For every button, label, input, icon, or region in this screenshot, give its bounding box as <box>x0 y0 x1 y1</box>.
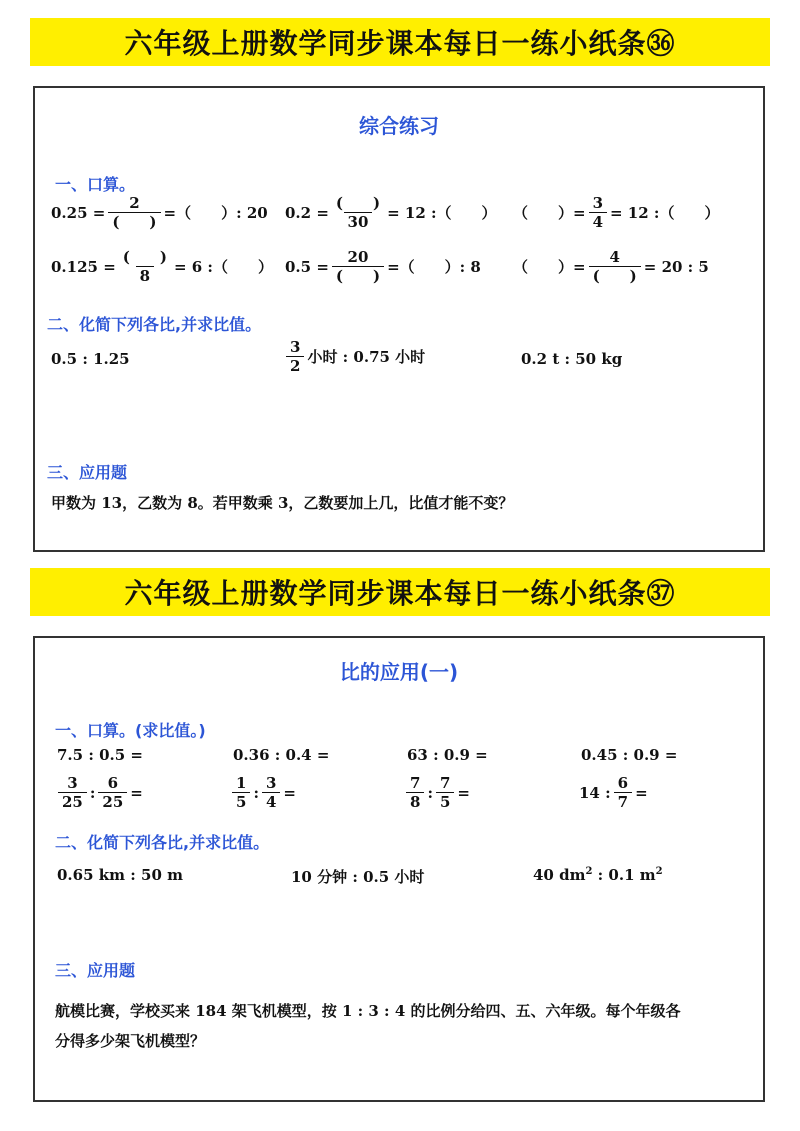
banner-37 <box>30 568 770 616</box>
fraction: $\frac{( )}{8}$ <box>122 248 167 285</box>
banner-36-title: 六年级上册数学同步课本每日一练小纸条㊱ <box>124 27 676 60</box>
section-simplify-37: 二、化简下列各比,并求比值。 <box>55 833 270 852</box>
section-oral-37: 一、口算。(求比值。) <box>55 721 206 740</box>
calc-1: 7.5 : 0.5 = <box>57 746 143 764</box>
fraction: $\frac{( )}{30}$ <box>335 194 381 231</box>
ratio-1: 0.5 : 1.25 <box>51 350 130 368</box>
frac-calc-2: $\frac{1}{5}$ : $\frac{3}{4}$ = <box>229 774 296 811</box>
section-application-37: 三、应用题 <box>55 961 136 980</box>
q2a: 0.125 = $\frac{( )}{8}$ = 6 :（ ） <box>51 248 273 285</box>
ratio-3: 0.2 t : 50 kg <box>521 350 623 368</box>
banner-37-title: 六年级上册数学同步课本每日一练小纸条㊲ <box>124 577 676 610</box>
application-37-line2: 分得多少架飞机模型？ <box>55 1032 206 1050</box>
q2b: 0.5 = $\frac{20}{( )}$ =（ ）: 8 <box>285 248 481 285</box>
q1a: 0.25 = $\frac{2}{( )}$ =（ ）: 20 <box>51 194 268 231</box>
ratio-37-3: 40 $dm^2$ : 0.1 $m^2$ <box>533 866 663 884</box>
ratio-37-2: 10 分钟 : 0.5 小时 <box>291 868 425 886</box>
q1c: （ ）= $\frac{3}{4}$ = 12 :（ ） <box>513 194 720 231</box>
application-question: 甲数为 13，乙数为 8。若甲数乘 3，乙数要加上几，比值才能不变？ <box>51 494 514 512</box>
card-37-title: 比的应用(一) <box>339 660 459 684</box>
card-36 <box>33 86 765 552</box>
fraction: $\frac{3}{2}$ <box>286 338 304 375</box>
calc-3: 63 : 0.9 = <box>407 746 488 764</box>
q2c: （ ）= $\frac{4}{( )}$ = 20 : 5 <box>513 248 709 285</box>
ratio-37-1: 0.65 km : 50 m <box>57 866 183 884</box>
calc-4: 0.45 : 0.9 = <box>581 746 678 764</box>
frac-calc-4: 14 : $\frac{6}{7}$ = <box>579 774 648 811</box>
section-application: 三、应用题 <box>47 463 128 482</box>
frac-calc-1: $\frac{3}{25}$ : $\frac{6}{25}$ = <box>55 774 143 811</box>
fraction: $\frac{2}{( )}$ <box>108 194 160 231</box>
ratio-2: $\frac{3}{2}$ 小时 : 0.75 小时 <box>283 338 425 375</box>
frac-calc-3: $\frac{7}{8}$ : $\frac{7}{5}$ = <box>403 774 470 811</box>
card-37 <box>33 636 765 1102</box>
banner-36 <box>30 18 770 66</box>
application-37-line1: 航模比赛，学校买来 184 架飞机模型，按 1 : 3 : 4 的比例分给四、五、六年级。每个年级各 <box>55 1002 681 1020</box>
card-36-title: 综合练习 <box>359 114 439 138</box>
q1b: 0.2 = $\frac{( )}{30}$ = 12 :（ ） <box>285 194 497 231</box>
fraction: $\frac{20}{( )}$ <box>332 248 384 285</box>
section-oral: 一、口算。 <box>55 175 136 194</box>
section-simplify: 二、化简下列各比,并求比值。 <box>47 315 262 334</box>
calc-2: 0.36 : 0.4 = <box>233 746 330 764</box>
fraction: $\frac{3}{4}$ <box>589 194 607 231</box>
fraction: $\frac{4}{( )}$ <box>589 248 641 285</box>
